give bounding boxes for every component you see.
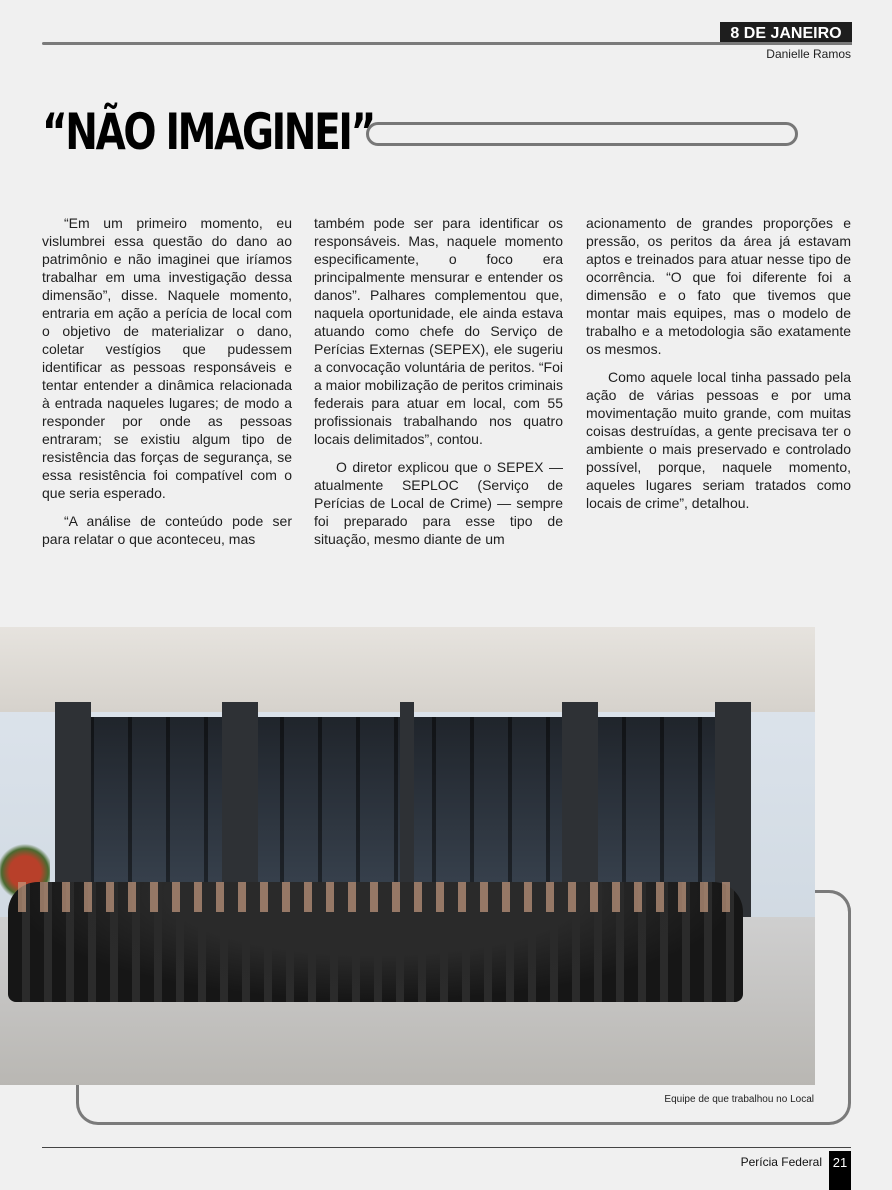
title-decoration bbox=[366, 122, 798, 146]
paragraph: “Em um primeiro momento, eu vislumbrei essa questão do dano ao patrimônio e não imaginei que iríamos trabalhar em uma investigação dessa dimensão”, disse. Naquele momento, entraria em ação a perícia de local com o objetivo de materializar o dano, coletar vestígios que pudessem identificar as pessoas responsáveis e tentar entender a dinâmica relacionada à entrada naqueles lugares; de modo a responder por onde as pessoas entraram; se existiu algum tipo de resistência das forças de segurança, se essa resistência foi compatível com o que seria esperado. bbox=[42, 215, 292, 501]
paragraph: “A análise de conteúdo pode ser para relatar o que aconteceu, mas bbox=[42, 513, 292, 547]
page-number: 21 bbox=[829, 1151, 851, 1190]
photo-caption: Equipe de que trabalhou no Local bbox=[664, 1094, 814, 1105]
column-1 bbox=[42, 214, 292, 558]
paragraph: também pode ser para identificar os responsáveis. Mas, naquele momento especificamente, o foco era principalmente mensurar e entender os danos”. Palhares complementou que, naquela oportunidade, ele ainda estava atuando como chefe do Serviço de Perícias Externas (SEPEX), ele sugeriu a convocação voluntária de peritos. “Foi a maior mobilização de peritos criminais federais para atuar em local, com 55 profissionais trabalhando nos quatro locais delimitados”, contou. bbox=[314, 215, 563, 447]
footer-rule bbox=[42, 1147, 851, 1148]
team-photo bbox=[0, 627, 815, 1085]
team-faces bbox=[10, 882, 740, 912]
section-tag: 8 DE JANEIRO bbox=[720, 22, 852, 45]
paragraph: Como aquele local tinha passado pela ação de várias pessoas e por uma movimentação muito grande, com muitas coisas destruídas, a gente precisava ter o ambiente o mais preservado e controlado possível, porque, naquele momento, aqueles lugares seriam tratados como locais de crime”, detalhou. bbox=[586, 369, 851, 511]
column-3 bbox=[586, 214, 851, 522]
article-title: “NÃO IMAGINEI” bbox=[42, 103, 374, 161]
publication-name: Perícia Federal bbox=[740, 1155, 822, 1169]
header-rule bbox=[42, 42, 722, 45]
building-roof bbox=[0, 627, 815, 712]
paragraph: acionamento de grandes proporções e pressão, os peritos da área já estavam aptos e treinados para atuar nesse tipo de ocorrência. “O que foi diferente foi a dimensão e o fato que tivemos que montar mais equipes, mas o modelo de trabalho e a metodologia são exatamente os mesmos. bbox=[586, 215, 851, 357]
column-2 bbox=[314, 214, 563, 558]
paragraph: O diretor explicou que o SEPEX — atualmente SEPLOC (Serviço de Perícias de Local de Crime) — sempre foi preparado para esse tipo de situação, mesmo diante de um bbox=[314, 459, 563, 547]
author-byline: Danielle Ramos bbox=[766, 47, 851, 61]
